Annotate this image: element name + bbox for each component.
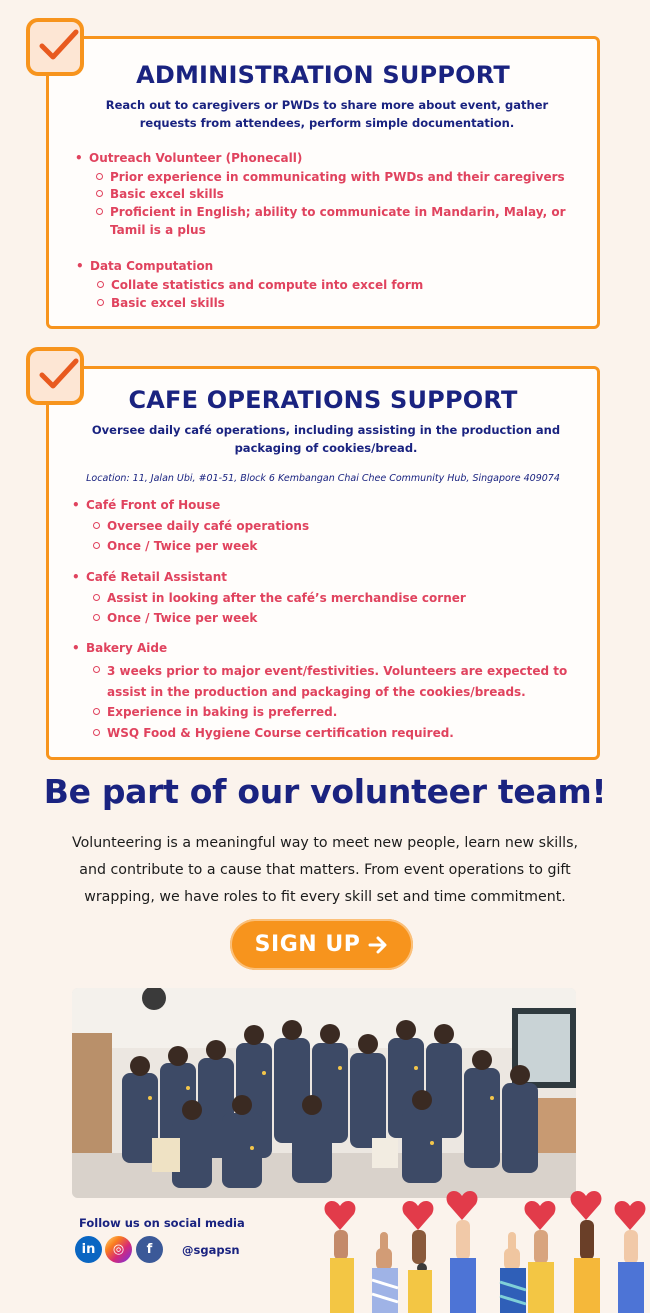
list-item: Assist in looking after the café’s merchandise corner [107, 589, 587, 607]
sign-up-button[interactable] [230, 919, 413, 970]
list-item: Oversee daily café operations [107, 517, 587, 535]
checkbox-icon [26, 347, 84, 405]
list-item: WSQ Food & Hygiene Course certification required. [107, 724, 587, 742]
cafe-title: CAFE OPERATIONS SUPPORT [128, 386, 518, 414]
instagram-glyph: ◎ [112, 1242, 125, 1257]
cta-headline: Be part of our volunteer team! [43, 772, 607, 811]
social-handle: @sgapsn [182, 1243, 240, 1257]
list-item: 3 weeks prior to major event/festivities. Volunteers are expected to assist in the production and packaging of the cookies/breads. [107, 661, 587, 703]
cta-paragraph: Volunteering is a meaningful way to meet new people, learn new skills, and contribute to a cause that matters. From event operations to gift wrapping, we have roles to fit every skill set and time commitment. [71, 835, 579, 905]
role-cafe-retail-assistant: • Café Retail Assistant [86, 570, 227, 584]
admin-subtitle: Reach out to caregivers or PWDs to share more about event, gather requests from attendees, perform simple documentation. [105, 98, 549, 130]
list-item: Basic excel skills [110, 185, 590, 203]
list-item: Collate statistics and compute into excel form [111, 276, 591, 294]
linkedin-glyph: in [81, 1242, 96, 1257]
cafe-subtitle: Oversee daily café operations, including assisting in the production and packaging of cookies/bread. [91, 423, 561, 455]
cafe-card [46, 366, 600, 760]
admin-card [46, 36, 600, 329]
follow-label: Follow us on social media [79, 1216, 245, 1230]
instagram-icon[interactable] [105, 1236, 132, 1263]
list-item: Experience in baking is preferred. [107, 703, 587, 721]
hands-hearts-illustration [320, 1190, 650, 1313]
list-item: Prior experience in communicating with PWDs and their caregivers [110, 168, 590, 186]
admin-title: ADMINISTRATION SUPPORT [136, 61, 510, 89]
role-outreach-volunteer: • Outreach Volunteer (Phonecall) [89, 151, 302, 165]
checkbox-icon [26, 18, 84, 76]
list-item: Basic excel skills [111, 294, 591, 312]
volunteer-group-photo [72, 988, 576, 1198]
sign-up-label: SIGN UP [254, 932, 361, 957]
linkedin-icon[interactable] [75, 1236, 102, 1263]
facebook-icon[interactable] [136, 1236, 163, 1263]
list-item: Once / Twice per week [107, 609, 587, 627]
list-item: Once / Twice per week [107, 537, 587, 555]
facebook-glyph: f [146, 1242, 153, 1257]
role-cafe-front-of-house: • Café Front of House [86, 498, 220, 512]
role-data-computation: • Data Computation [90, 259, 213, 273]
arrow-right-icon [368, 935, 388, 955]
role-bakery-aide: • Bakery Aide [86, 641, 167, 655]
cafe-location: Location: 11, Jalan Ubi, #01-51, Block 6 Kembangan Chai Chee Community Hub, Singapore 409074 [86, 473, 560, 484]
list-item: Proficient in English; ability to communicate in Mandarin, Malay, or Tamil is a plus [110, 203, 590, 239]
